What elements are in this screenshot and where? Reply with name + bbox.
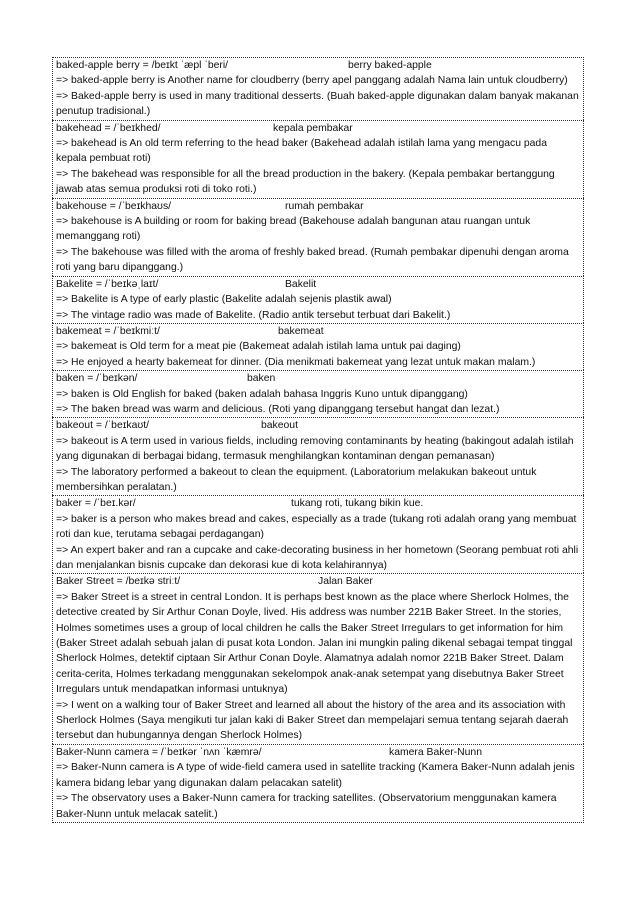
entry-example: => The baken bread was warm and delicious. (Roti yang dipanggang tersebut hangat dan lezat.) [56,403,500,415]
entry-header [56,496,580,511]
entry-definition: => baken is Old English for baked (baken adalah bahasa Inggris Kuno untuk dipanggang) [56,388,468,400]
entry-translation: rumah pembakar [285,200,364,212]
dictionary-entry [52,120,584,198]
entry-term: bakemeat = /ˈbeɪkmiːt/ [56,325,160,337]
entry-definition: => bakehouse is A building or room for baking bread (Bakehouse adalah bangunan atau ruangan untuk memanggang roti) [56,216,531,243]
entry-term: Bakelite = /ˈbeɪkəˌlaɪt/ [56,278,159,290]
entry-translation: Bakelit [285,278,317,290]
dictionary-entry [52,370,584,417]
entry-translation: Jalan Baker [318,576,373,588]
entry-example: => The observatory uses a Baker-Nunn camera for tracking satellites. (Observatorium menggunakan kamera Baker-Nunn untuk melacak satelit.) [56,793,557,820]
entry-header [56,574,580,589]
entry-translation: kamera Baker-Nunn [389,746,482,758]
entry-example: => I went on a walking tour of Baker Street and learned all about the history of the area and its association with Sherlock Holmes (Saya mengikuti tur jalan kaki di Baker Street dan mempelajari semua tentang sejarah daerah tersebut dan hubungannya dengan Sherlock Holmes) [56,699,569,742]
entry-definition: => baker is a person who makes bread and cakes, especially as a trade (tukang roti adalah orang yang membuat roti dan kue, terutama sebagai perdagangan) [56,513,577,541]
entry-translation: bakemeat [278,325,324,337]
entry-definition: => Baker Street is a street in central London. It is perhaps best known as the place where Sherlock Holmes, the detective created by Sir Arthur Conan Doyle, lived. His address was number 221B Baker Street. In the stories, Holmes sometimes uses a group of local children he calls the Baker Street Irregulars to get information for him (Baker Street adalah sebuah jalan di pusat kota London. Jalan ini mungkin paling dikenal sebagai tempat tinggal Sherlock Holmes, detektif ciptaan Sir Arthur Conan Doyle. Alamatnya adalah nomor 221B Baker Street. Dalam cerita-cerita, Holmes terkadang menggunakan sekelompok anak-anak setempat yang disebutnya Baker Street Irregulars untuk mendapatkan informasi untuknya) [56,591,573,696]
entry-definition: => bakehead is An old term referring to the head baker (Bakehead adalah istilah lama yang mengacu pada kepala pembuat roti) [56,138,547,165]
dictionary-entry [52,276,584,323]
entry-term: bakehead = /ˈbeɪkhed/ [56,122,161,134]
dictionary-entry [52,323,584,370]
entry-header [56,745,580,760]
entry-definition: => bakemeat is Old term for a meat pie (Bakemeat adalah istilah lama untuk pai daging) [56,341,461,353]
entry-translation: bakeout [261,420,298,432]
entry-translation: baken [247,373,276,385]
entry-example: => The laboratory performed a bakeout to clean the equipment. (Laboratorium melakukan bakeout untuk membersihkan peralatan.) [56,466,537,493]
dictionary-entry [52,744,584,823]
entry-header [56,121,580,136]
entry-header [56,58,580,73]
entry-translation: kepala pembakar [273,122,353,134]
entry-definition: => Bakelite is A type of early plastic (Bakelite adalah sejenis plastik awal) [56,294,392,306]
entry-example: => The bakehead was responsible for all the bread production in the bakery. (Kepala pembakar bertanggung jawab atas semua produksi roti di toko roti.) [56,168,555,196]
dictionary-entry [52,573,584,743]
entry-header [56,371,580,386]
entry-example: => An expert baker and ran a cupcake and cake-decorating business in her hometown (Seorang pembuat roti ahli dan menjalankan bisnis cupcake dan dekorasi kue di kota kelahirannya) [56,544,579,571]
entry-header [56,199,580,214]
dictionary-entry [52,417,584,495]
dictionary-entry [52,57,584,120]
entry-term: bakehouse = /ˈbeɪkhaʊs/ [56,200,172,212]
entry-header [56,324,580,339]
entry-term: baked-apple berry = /beɪkt ˈæpl ˈberi/ [56,60,229,71]
entry-example: => The bakehouse was filled with the aroma of freshly baked bread. (Rumah pembakar dipenuhi dengan aroma roti yang baru dipanggang.) [56,246,569,274]
dictionary-entry [52,495,584,573]
dictionary-entry [52,198,584,276]
entry-example: => Baked-apple berry is used in many traditional desserts. (Buah baked-apple digunakan dalam banyak makanan penutup tradisional.) [56,90,579,118]
entry-term: baker = /ˈbeɪ.kər/ [56,498,136,510]
entry-term: Baker Street = /beɪkə striːt/ [56,576,181,588]
entry-translation: tukang roti, tukang bikin kue. [291,498,424,510]
entry-example: => He enjoyed a hearty bakemeat for dinner. (Dia menikmati bakemeat yang lezat untuk makan malam.) [56,356,536,368]
entry-term: Baker-Nunn camera = /ˈbeɪkər ˈnʌn ˈkæmrə/ [56,746,262,758]
entry-term: baken = /ˈbeɪkən/ [56,373,138,385]
entry-definition: => baked-apple berry is Another name for cloudberry (berry apel panggang adalah Nama lain untuk cloudberry) [56,75,568,87]
entry-term: bakeout = /ˈbeɪkaʊt/ [56,420,150,432]
entry-definition: => bakeout is A term used in various fields, including removing contaminants by heating (bakingout adalah istilah yang digunakan di berbagai bidang, termasuk menghilangkan kontaminan dengan pemanasan) [56,435,574,463]
entry-translation: berry baked-apple [348,60,432,71]
entry-definition: => Baker-Nunn camera is A type of wide-field camera used in satellite tracking (Kamera Baker-Nunn adalah jenis kamera bidang lebar yang digunakan dalam pelacakan satelit) [56,762,575,789]
entry-header [56,418,580,433]
dictionary-page [52,57,584,823]
entry-example: => The vintage radio was made of Bakelite. (Radio antik tersebut terbuat dari Bakelit.) [56,309,451,321]
entry-header [56,277,580,292]
